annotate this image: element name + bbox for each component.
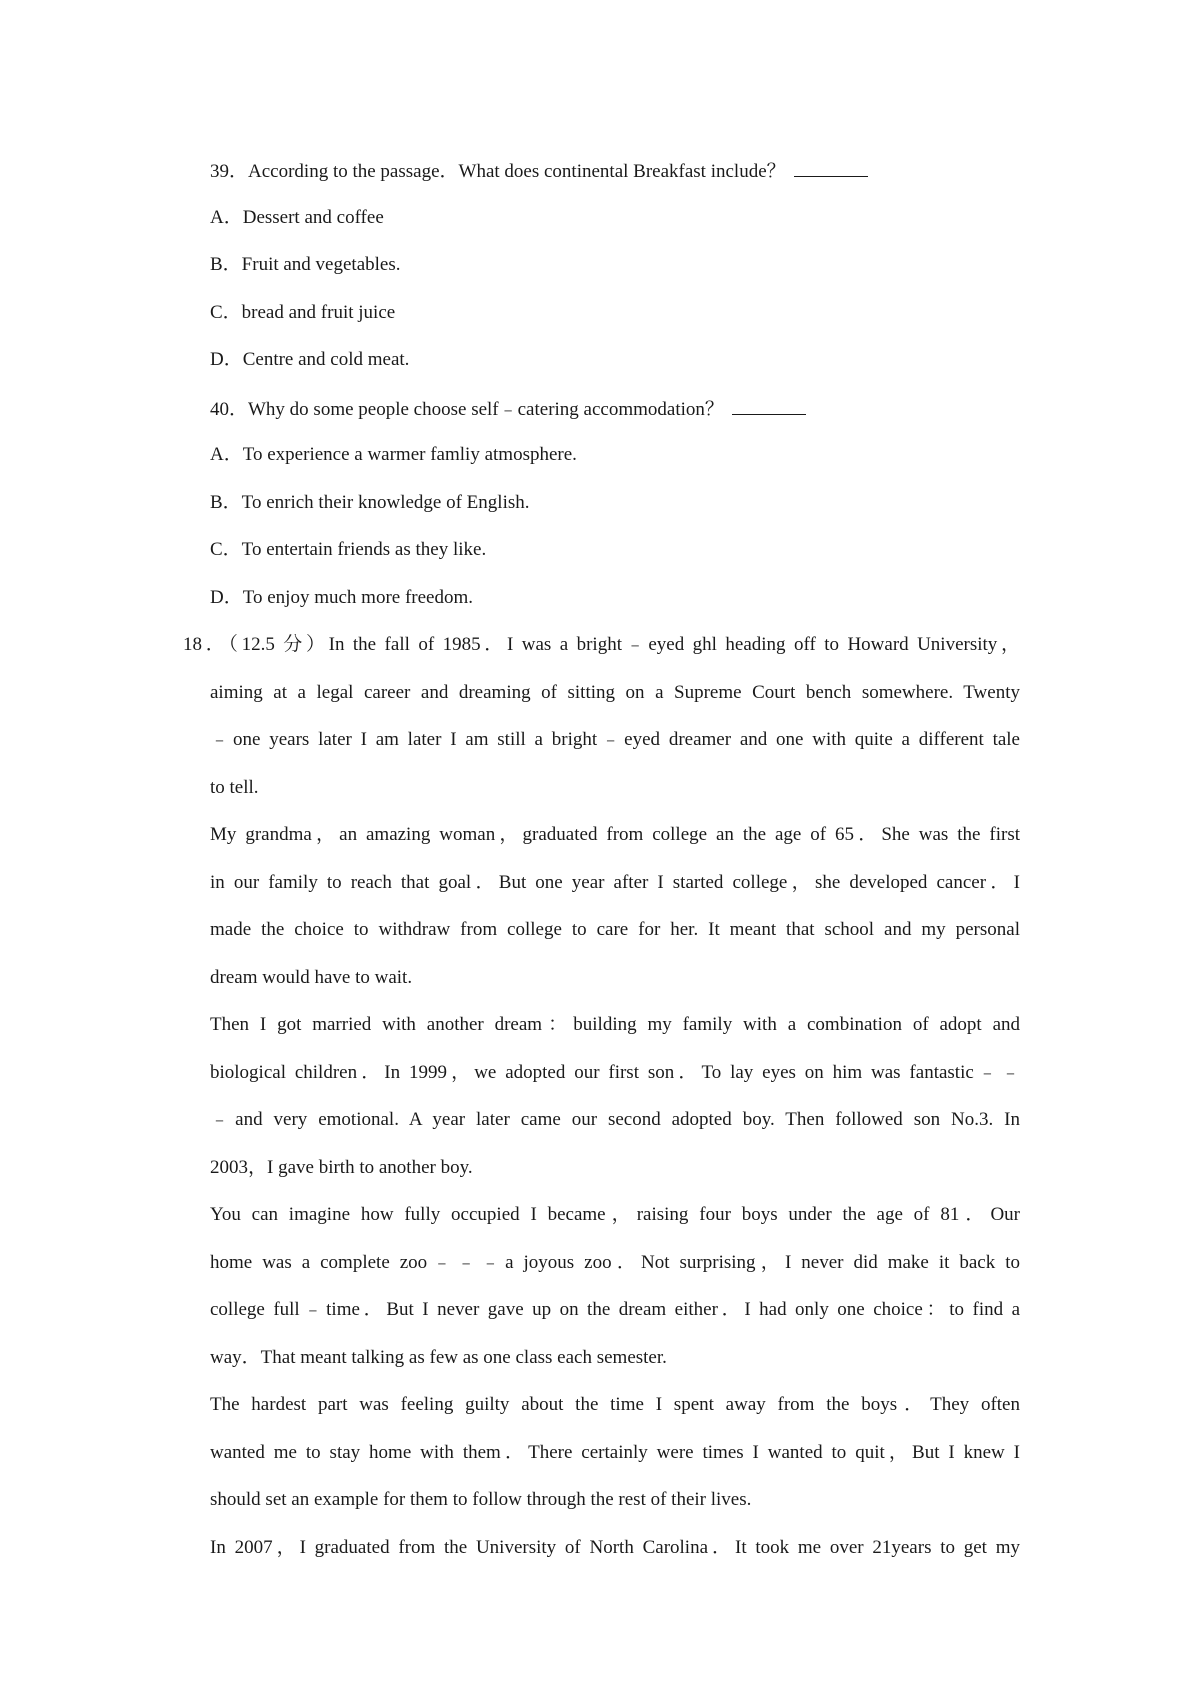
question-39-stem bbox=[210, 158, 868, 184]
passage-line: college full﹣time．But I never gave up on the dream either．I had only one choice：to find a bbox=[210, 1299, 1020, 1320]
answer-blank bbox=[794, 158, 868, 177]
question-40-option-a: A．To experience a warmer famliy atmosphere. bbox=[210, 444, 577, 465]
passage-line: wanted me to stay home with them．There certainly were times I wanted to quit，But I knew I bbox=[210, 1442, 1020, 1463]
question-39-option-d: D．Centre and cold meat. bbox=[210, 349, 410, 370]
passage-line: Then I got married with another dream：building my family with a combination of adopt and bbox=[210, 1014, 1020, 1035]
passage-line: home was a complete zoo﹣﹣﹣a joyous zoo．Not surprising，I never did make it back to bbox=[210, 1252, 1020, 1273]
question-39-option-a: A．Dessert and coffee bbox=[210, 207, 384, 228]
question-40-option-c: C．To entertain friends as they like. bbox=[210, 539, 487, 560]
passage-line: The hardest part was feeling guilty about the time I spent away from the boys．They often bbox=[210, 1394, 1020, 1415]
passage-line: My grandma，an amazing woman，graduated from college an the age of 65．She was the first bbox=[210, 824, 1020, 845]
question-39-option-b: B．Fruit and vegetables. bbox=[210, 254, 401, 275]
question-40-option-b: B．To enrich their knowledge of English. bbox=[210, 492, 530, 513]
passage-line: biological children．In 1999，we adopted our first son．To lay eyes on him was fantastic﹣﹣ bbox=[210, 1062, 1020, 1083]
passage-line: ﹣one years later I am later I am still a bright﹣eyed dreamer and one with quite a different tale bbox=[210, 729, 1020, 750]
passage-line: 2003，I gave birth to another boy. bbox=[210, 1157, 473, 1178]
question-39-option-c: C．bread and fruit juice bbox=[210, 302, 396, 323]
passage-line: You can imagine how fully occupied I became，raising four boys under the age of 81．Our bbox=[210, 1204, 1020, 1225]
question-40-text: 40．Why do some people choose self﹣catering accommodation？ bbox=[210, 399, 724, 420]
passage-line: in our family to reach that goal．But one year after I started college，she developed cancer．I bbox=[210, 872, 1020, 893]
passage-line: should set an example for them to follow through the rest of their lives. bbox=[210, 1489, 752, 1510]
question-39-text: 39．According to the passage．What does continental Breakfast include？ bbox=[210, 161, 786, 182]
passage-line: dream would have to wait. bbox=[210, 967, 413, 988]
passage-line: aiming at a legal career and dreaming of sitting on a Supreme Court bench somewhere. Twenty bbox=[210, 682, 1020, 703]
question-40-stem bbox=[210, 396, 806, 422]
question-40-option-d: D．To enjoy much more freedom. bbox=[210, 587, 474, 608]
passage-line: made the choice to withdraw from college to care for her. It meant that school and my personal bbox=[210, 919, 1020, 940]
passage-line: ﹣and very emotional. A year later came our second adopted boy. Then followed son No.3. In bbox=[210, 1109, 1020, 1130]
question-18-header: 18．（12.5 分）In the fall of 1985．I was a bright﹣eyed ghl heading off to Howard University， bbox=[183, 634, 1020, 655]
passage-line: way．That meant talking as few as one class each semester. bbox=[210, 1347, 667, 1368]
passage-line: to tell. bbox=[210, 777, 259, 798]
answer-blank bbox=[732, 396, 806, 415]
passage-line: In 2007，I graduated from the University of North Carolina．It took me over 21years to get my bbox=[210, 1537, 1020, 1558]
